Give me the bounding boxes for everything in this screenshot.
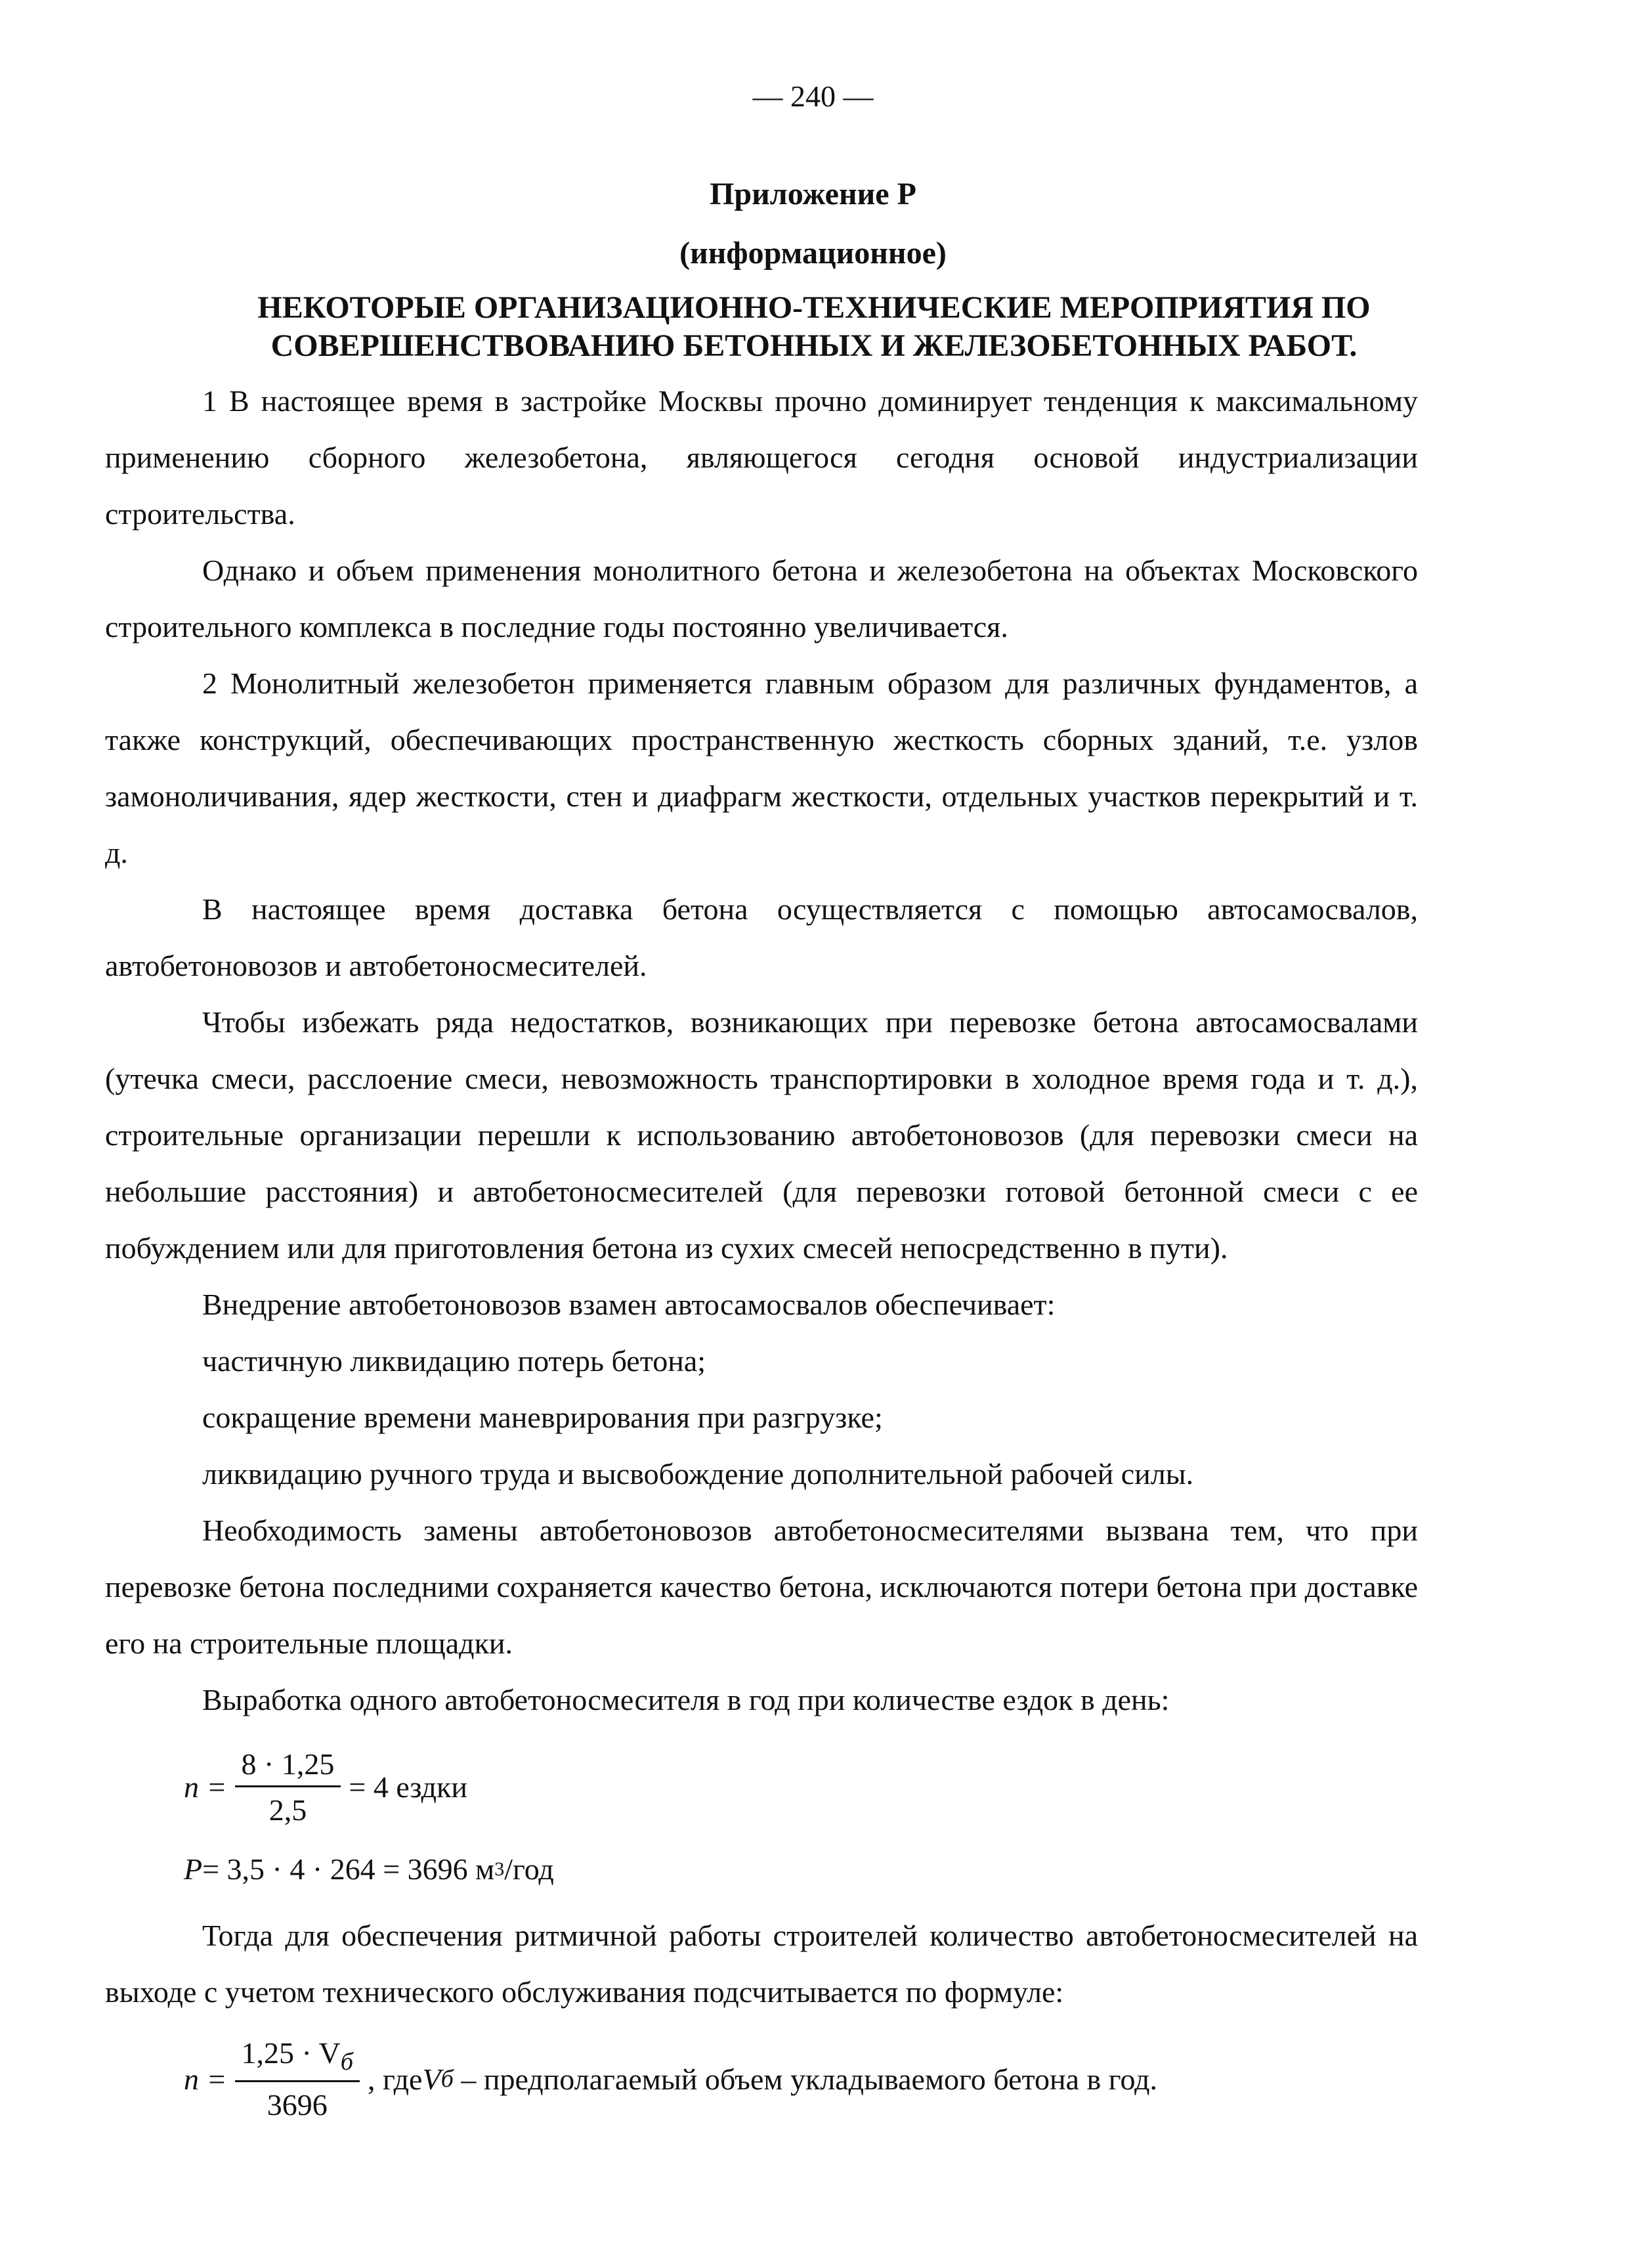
formula-lhs: n = [184, 1770, 227, 1804]
formula-trips [184, 1747, 467, 1827]
body-block-2 [105, 1908, 1418, 2020]
paragraph-9: Тогда для обеспечения ритмичной работы строителей количество автобетоносмесителей на выходе с учетом технического обслуживания подсчитывается по формуле: [105, 1919, 1418, 2009]
formula-lhs: P [184, 1852, 203, 1886]
formula-lhs: n = [184, 2062, 227, 2096]
formula-expression: = 3,5 · 4 · 264 = 3696 м [202, 1852, 495, 1886]
formula-superscript: 3 [494, 1858, 505, 1880]
paragraph-3: 2 Монолитный железобетон применяется главным образом для различных фундаментов, а также конструкций, обеспечивающих пространственную жесткость сборных зданий, т.е. узлов замоноличивания, ядер жесткости, стен и диафрагм жесткости, отдельных участков перекрытий и т. д. [105, 666, 1418, 869]
paragraph-2: Однако и объем применения монолитного бетона и железобетона на объектах Московского строительного комплекса в последние годы постоянно увеличивается. [105, 554, 1418, 643]
fraction-denominator: 3696 [267, 2088, 328, 2122]
formula-mixers [184, 2036, 1157, 2122]
fraction-numerator [235, 2036, 360, 2082]
appendix-title: Приложение Р [710, 177, 916, 211]
paragraph-5: Чтобы избежать ряда недостатков, возникающих при перевозке бетона автосамосвалами (утечка смеси, расслоение смеси, невозможность транспортировки в холодное время года и т. д.), строительные организации перешли к использованию автобетоновозов (для перевозки смеси на небольшие расстояния) и автобетоносмесителей (для перевозки готовой бетонной смеси с ее побуждением или для приготовления бетона из сухих смесей непосредственно в пути). [105, 1005, 1418, 1265]
numerator-subscript: б [340, 2048, 354, 2076]
formula-rhs-prefix: , где [368, 2062, 423, 2096]
formula-output [184, 1852, 554, 1886]
fraction [235, 2036, 360, 2122]
paragraph-4: В настоящее время доставка бетона осуществляется с помощью автосамосвалов, автобетоновозов и автобетоносмесителей. [105, 892, 1418, 982]
paragraph-8: Выработка одного автобетоносмесителя в год при количестве ездок в день: [202, 1683, 1170, 1716]
paragraph-1: 1 В настоящее время в застройке Москвы прочно доминирует тенденция к максимальному применению сборного железобетона, являющегося сегодня основой индустриализации строительства. [105, 384, 1418, 531]
list-item: ликвидацию ручного труда и высвобождение дополнительной рабочей силы. [202, 1457, 1194, 1491]
fraction [235, 1747, 341, 1827]
appendix-subtitle: (информационное) [679, 236, 947, 271]
paragraph-6: Внедрение автобетоновозов взамен автосамосвалов обеспечивает: [202, 1288, 1056, 1321]
fraction-denominator: 2,5 [268, 1793, 307, 1827]
paragraph-7: Необходимость замены автобетоновозов автобетоносмесителями вызвана тем, что при перевозке бетона последними сохраняется качество бетона, исключаются потери бетона при доставке его на строительные площадки. [105, 1514, 1418, 1660]
formula-variable: V [422, 2062, 441, 2096]
body-block-1 [105, 373, 1418, 1728]
list-item: частичную ликвидацию потерь бетона; [202, 1344, 706, 1378]
section-heading: НЕКОТОРЫЕ ОРГАНИЗАЦИОННО-ТЕХНИЧЕСКИЕ МЕРОПРИЯТИЯ ПО СОВЕРШЕНСТВОВАНИЮ БЕТОННЫХ И ЖЕЛЕЗОБЕТОННЫХ РАБОТ. [257, 290, 1371, 363]
variable-subscript: б [440, 2065, 454, 2093]
formula-unit: /год [504, 1852, 554, 1886]
fraction-numerator: 8 · 1,25 [235, 1747, 341, 1787]
formula-rhs: = 4 ездки [349, 1770, 468, 1804]
numerator-text: 1,25 · V [241, 2036, 341, 2070]
list-item: сокращение времени маневрирования при разгрузке; [202, 1401, 883, 1434]
formula-rhs-text: – предполагаемый объем укладываемого бетона в год. [453, 2062, 1158, 2096]
page-number: — 240 — [752, 79, 874, 113]
